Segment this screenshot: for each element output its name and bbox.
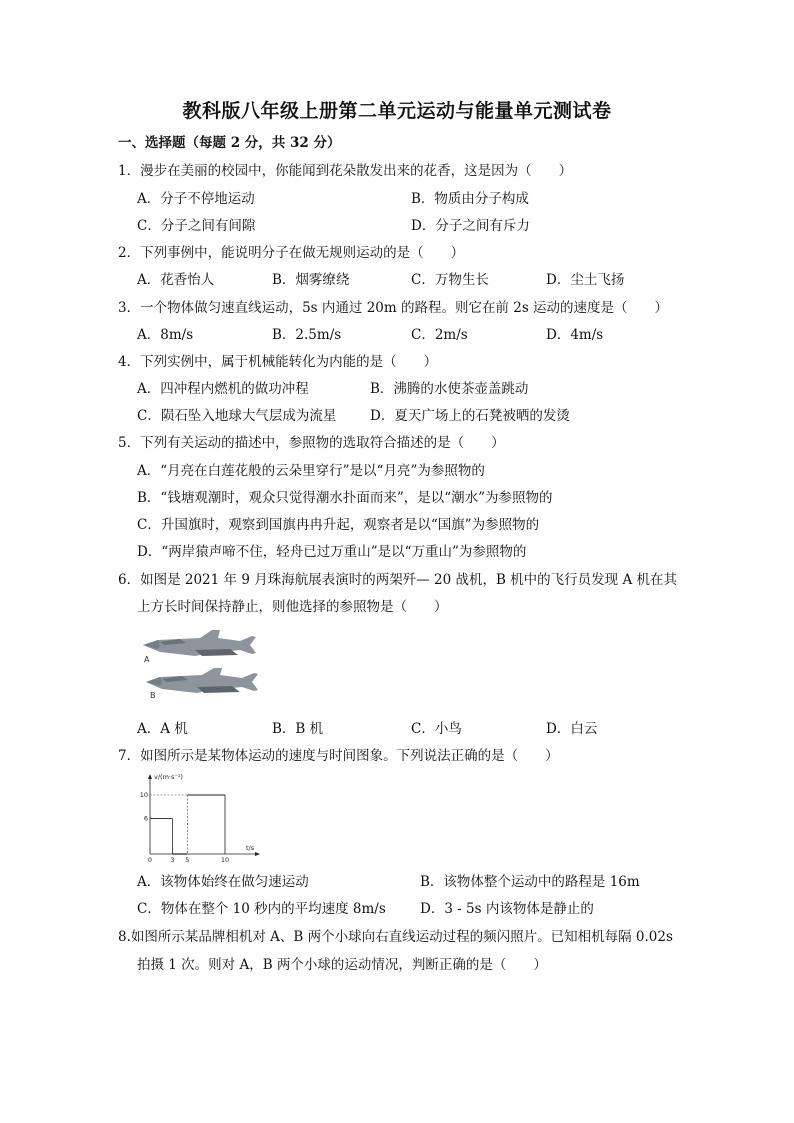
q5-option-c[interactable]: C．升国旗时，观察到国旗冉冉升起，观察者是以“国旗”为参照物的 — [137, 517, 540, 533]
q1-option-c[interactable]: C．分子之间有间隙 — [137, 218, 256, 234]
y-tick-10: 10 — [140, 791, 148, 799]
x-axis-label: t/s — [246, 844, 255, 852]
question-5-stem: 5．下列有关运动的描述中，参照物的选取符合描述的是（ ） — [118, 435, 505, 451]
jet-b — [146, 668, 258, 693]
question-8-stem-line2: 拍摄 1 次。则对 A，B 两个小球的运动情况，判断正确的是（ ） — [137, 957, 547, 973]
jet-a — [143, 630, 256, 656]
q1-option-d[interactable]: D．分子之间有斥力 — [411, 218, 530, 234]
q2-option-c[interactable]: C．万物生长 — [411, 272, 489, 288]
q6-option-d[interactable]: D．白云 — [546, 721, 598, 737]
question-6-stem-line2: 上方长时间保持静止，则他选择的参照物是（ ） — [137, 599, 448, 615]
q4-option-a[interactable]: A．四冲程内燃机的做功冲程 — [137, 381, 309, 397]
section-heading: 一、选择题（每题 2 分，共 32 分） — [118, 135, 341, 151]
q2-option-b[interactable]: B．烟雾缭绕 — [272, 272, 350, 288]
jet-b-label: B — [150, 691, 156, 700]
q3-option-c[interactable]: C．2m/s — [411, 327, 468, 343]
question-2-stem: 2．下列事例中，能说明分子在做无规则运动的是（ ） — [118, 245, 465, 261]
q7-option-b[interactable]: B．该物体整个运动中的路程是 16m — [420, 874, 640, 890]
page-title: 教科版八年级上册第二单元运动与能量单元测试卷 — [182, 100, 612, 122]
y-axis-label: v/(m·s⁻¹) — [154, 773, 183, 781]
y-axis-arrow — [148, 774, 152, 779]
q1-option-b[interactable]: B．物质由分子构成 — [411, 191, 529, 207]
q5-option-d[interactable]: D．“两岸猿声啼不住，轻舟已过万重山”是以“万重山”为参照物的 — [137, 544, 527, 560]
q6-option-a[interactable]: A．A 机 — [137, 721, 188, 737]
question-4-stem: 4．下列实例中，属于机械能转化为内能的是（ ） — [118, 354, 438, 370]
question-3-stem: 3．一个物体做匀速直线运动，5s 内通过 20m 的路程。则它在前 2s 运动的速度是（ ） — [118, 300, 669, 316]
q5-option-b[interactable]: B．“钱塘观潮时，观众只觉得潮水扑面而来”，是以“潮水”为参照物的 — [137, 490, 553, 506]
q7-option-c[interactable]: C．物体在整个 10 秒内的平均速度 8m/s — [137, 901, 386, 917]
q4-option-d[interactable]: D．夏天广场上的石凳被晒的发烫 — [370, 408, 570, 424]
q1-option-a[interactable]: A．分子不停地运动 — [137, 191, 255, 207]
q3-option-b[interactable]: B．2.5m/s — [272, 327, 342, 343]
q3-option-a[interactable]: A．8m/s — [137, 327, 194, 343]
q2-option-a[interactable]: A．花香怡人 — [137, 272, 215, 288]
fighter-jets-figure — [140, 628, 260, 710]
question-7-stem: 7．如图所示是某物体运动的速度与时间图象。下列说法正确的是（ ） — [118, 748, 559, 764]
x-axis-arrow — [255, 852, 260, 856]
q6-option-c[interactable]: C．小鸟 — [411, 721, 462, 737]
q6-option-b[interactable]: B．B 机 — [272, 721, 324, 737]
q3-option-d[interactable]: D．4m/s — [546, 327, 604, 343]
q7-option-d[interactable]: D．3 - 5s 内该物体是静止的 — [420, 901, 594, 917]
question-1-stem: 1．漫步在美丽的校园中，你能闻到花朵散发出来的花香，这是因为（ ） — [118, 163, 573, 179]
x-tick-0: 0 — [147, 856, 153, 864]
q7-option-a[interactable]: A．该物体始终在做匀速运动 — [137, 874, 309, 890]
question-8-stem-line1: 8.如图所示某品牌相机对 A、B 两个小球向右直线运动过程的频闪照片。已知相机每隔 0.02s — [118, 929, 673, 945]
q4-option-c[interactable]: C．陨石坠入地球大气层成为流星 — [137, 408, 337, 424]
velocity-time-chart — [140, 770, 270, 866]
q5-option-a[interactable]: A．“月亮在白莲花般的云朵里穿行”是以“月亮”为参照物的 — [137, 463, 485, 479]
jet-a-label: A — [144, 655, 150, 664]
x-tick-5: 5 — [185, 856, 190, 864]
q4-option-b[interactable]: B．沸腾的水使茶壶盖跳动 — [370, 381, 529, 397]
q2-option-d[interactable]: D．尘土飞扬 — [546, 272, 625, 288]
question-6-stem-line1: 6．如图是 2021 年 9 月珠海航展表演时的两架歼— 20 战机，B 机中的飞行员发现 A 机在其 — [118, 572, 678, 588]
x-tick-10: 10 — [220, 856, 230, 864]
x-tick-3: 3 — [170, 856, 175, 864]
y-tick-6: 6 — [143, 814, 148, 823]
